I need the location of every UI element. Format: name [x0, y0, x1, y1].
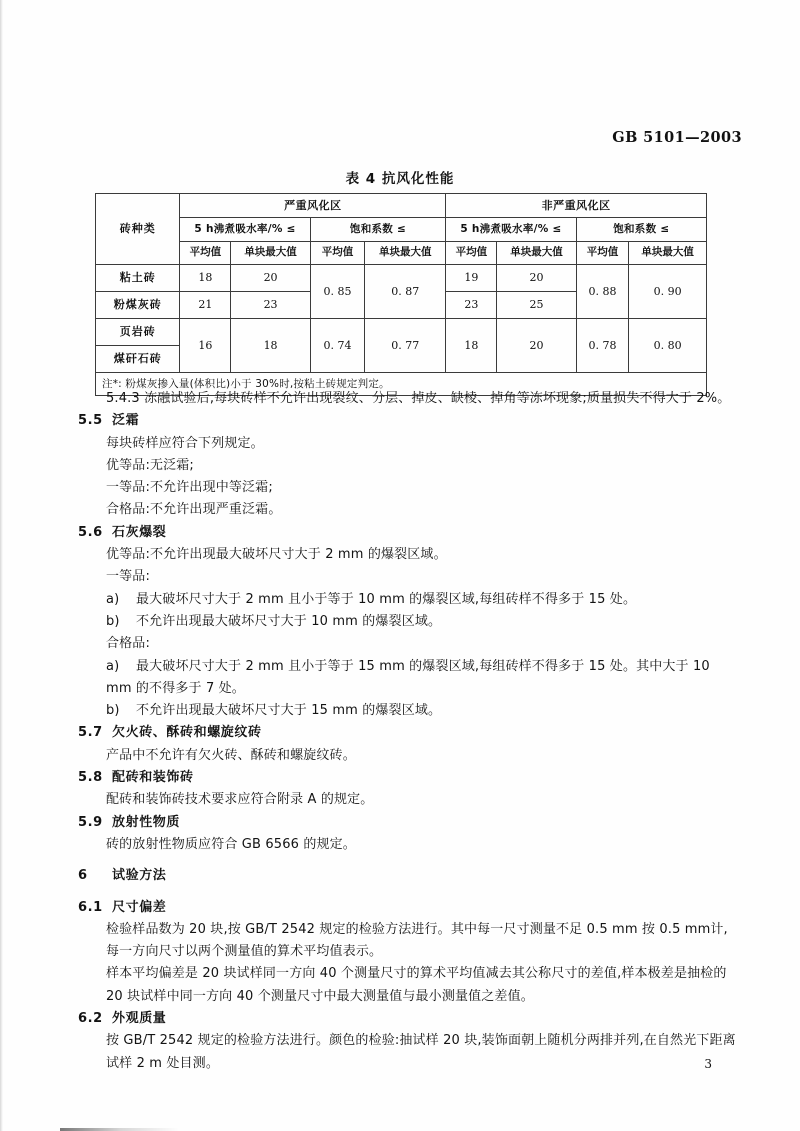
cell-severe-avg-clay: 18 [180, 265, 231, 292]
clause-5-6-first-grade-a [78, 589, 738, 611]
table-row [96, 319, 707, 346]
cell-nonsevere-max-group2: 20 [497, 319, 576, 373]
cell-severe-max-clay: 20 [231, 265, 310, 292]
cell-nonsevere-avg-group2: 18 [446, 319, 497, 373]
cell-severe-sat-max-group2: 0. 77 [365, 319, 446, 373]
clause-5-7: 产品中不允许有欠火砖、酥砖和螺旋纹砖。 [106, 747, 356, 763]
table-4 [95, 193, 707, 373]
cell-nonsevere-max-clay: 20 [497, 265, 576, 292]
cell-nonsevere-sat-max-group1: 0. 90 [629, 265, 707, 319]
heading-6-2 [78, 1008, 738, 1030]
heading-5-7-number: 5.7 [78, 725, 103, 741]
heading-6-1-number: 6.1 [78, 899, 103, 915]
header-zone-severe: 严重风化区 [180, 194, 446, 218]
heading-5-5-title: 泛霜 [112, 413, 140, 429]
list-marker-a: a) [106, 591, 120, 607]
cell-severe-sat-avg-group1: 0. 85 [310, 265, 365, 319]
heading-6 [78, 865, 738, 887]
clause-6-1-para-2: 样本平均偏差是 20 块试样同一方向 40 个测量尺寸的算术平均值减去其公称尺寸的差值,样本极差是抽检的 20 块试样中同一方向 40 个测量尺寸中最大测量值与最小测量值之差值。 [106, 966, 727, 1004]
cell-severe-avg-group2: 16 [180, 319, 231, 373]
weathering-resistance-table [95, 193, 707, 396]
heading-5-9-title: 放射性物质 [112, 814, 181, 830]
subheader-max-2: 单块最大值 [365, 242, 446, 265]
cell-kind-shale: 页岩砖 [96, 319, 180, 346]
subheader-avg-2: 平均值 [310, 242, 365, 265]
heading-5-6 [78, 522, 738, 544]
heading-6-2-title: 外观质量 [112, 1011, 167, 1027]
clause-5-5-lead: 每块砖样应符合下列规定。 [106, 435, 264, 451]
heading-6-1 [78, 897, 738, 919]
cell-kind-clay: 粘土砖 [96, 265, 180, 292]
clause-6-2: 按 GB/T 2542 规定的检验方法进行。颜色的检验:抽试样 20 块,装饰面朝上随机分两排并列,在自然光下距离试样 2 m 处目测。 [106, 1033, 736, 1071]
list-marker-b: b) [106, 613, 120, 629]
cell-nonsevere-avg-clay: 19 [446, 265, 497, 292]
heading-5-8-number: 5.8 [78, 770, 103, 786]
heading-5-7-title: 欠火砖、酥砖和螺旋纹砖 [112, 725, 262, 741]
cell-nonsevere-max-flyash: 25 [497, 292, 576, 319]
table-header-row-metrics [96, 218, 707, 242]
subheader-max-3: 单块最大值 [497, 242, 576, 265]
subheader-max-4: 单块最大值 [629, 242, 707, 265]
heading-5-6-number: 5.6 [78, 524, 103, 540]
cell-nonsevere-sat-avg-group2: 0. 78 [576, 319, 629, 373]
cell-nonsevere-sat-avg-group1: 0. 88 [576, 265, 629, 319]
clause-5-6-first-grade-a-text: 最大破坏尺寸大于 2 mm 且小于等于 10 mm 的爆裂区域,每组砖样不得多于 15 处。 [136, 591, 637, 607]
header-metric-nonsevere-absorption: 5 h沸煮吸水率/% ≤ [446, 218, 576, 242]
clause-6-1-para-1: 检验样品数为 20 块,按 GB/T 2542 规定的检验方法进行。其中每一尺寸测量不足 0.5 mm 按 0.5 mm计,每一方向尺寸以两个测量值的算术平均值表示。 [106, 921, 728, 960]
clause-5-5-excellent: 优等品:无泛霜; [106, 457, 194, 473]
heading-5-9 [78, 812, 738, 834]
clause-5-6-qualified-label: 合格品: [106, 636, 150, 652]
clause-5-6-first-grade-label: 一等品: [106, 569, 150, 585]
header-brick-kind: 砖种类 [96, 194, 180, 265]
heading-5-8 [78, 767, 738, 789]
section-spacer [78, 856, 738, 865]
clause-5-4-3: 5.4.3 冻融试验后,每块砖样不允许出现裂纹、分层、掉皮、缺棱、掉角等冻坏现象;质量损失不得大于 2%。 [106, 391, 731, 406]
heading-5-8-title: 配砖和装饰砖 [112, 770, 194, 786]
table-row [96, 265, 707, 292]
header-zone-nonsevere: 非严重风化区 [446, 194, 707, 218]
subheader-max-1: 单块最大值 [231, 242, 310, 265]
cell-severe-sat-avg-group2: 0. 74 [310, 319, 365, 373]
heading-6-2-number: 6.2 [78, 1011, 103, 1027]
subheader-avg-3: 平均值 [446, 242, 497, 265]
table-header-row-zones [96, 194, 707, 218]
section-spacer-2 [78, 888, 738, 897]
header-metric-nonsevere-saturation: 饱和系数 ≤ [576, 218, 706, 242]
header-metric-severe-saturation: 饱和系数 ≤ [310, 218, 446, 242]
clause-5-6-qualified-a-text: 最大破坏尺寸大于 2 mm 且小于等于 15 mm 的爆裂区域,每组砖样不得多于 15 处。其中大于 10 mm 的不得多于 7 处。 [106, 658, 710, 696]
document-body [78, 388, 738, 1075]
clause-5-8: 配砖和装饰砖技术要求应符合附录 A 的规定。 [106, 792, 374, 808]
heading-5-9-number: 5.9 [78, 814, 103, 830]
cell-severe-max-group2: 18 [231, 319, 310, 373]
header-metric-severe-absorption: 5 h沸煮吸水率/% ≤ [180, 218, 310, 242]
cell-severe-max-flyash: 23 [231, 292, 310, 319]
heading-5-7 [78, 722, 738, 744]
heading-6-number: 6 [78, 868, 88, 884]
clause-5-6-qualified-a [78, 656, 738, 701]
page-number: 3 [704, 1057, 712, 1071]
clause-5-6-excellent: 优等品:不允许出现最大破坏尺寸大于 2 mm 的爆裂区域。 [106, 547, 447, 563]
clause-5-6-first-grade-b-text: 不允许出现最大破坏尺寸大于 10 mm 的爆裂区域。 [136, 613, 442, 629]
cell-nonsevere-sat-max-group2: 0. 80 [629, 319, 707, 373]
clause-5-5-qualified: 合格品:不允许出现严重泛霜。 [106, 502, 282, 518]
clause-5-6-first-grade-b [78, 611, 738, 633]
clause-5-6-qualified-b-text: 不允许出现最大破坏尺寸大于 15 mm 的爆裂区域。 [136, 703, 442, 719]
cell-severe-sat-max-group1: 0. 87 [365, 265, 446, 319]
clause-5-6-qualified-b [78, 700, 738, 722]
clause-5-9: 砖的放射性物质应符合 GB 6566 的规定。 [106, 836, 356, 852]
cell-severe-avg-flyash: 21 [180, 292, 231, 319]
cell-kind-coalgangue: 煤矸石砖 [96, 346, 180, 373]
subheader-avg-4: 平均值 [576, 242, 629, 265]
table-caption: 表 4 抗风化性能 [345, 171, 455, 187]
heading-6-title: 试验方法 [112, 868, 167, 884]
standard-number-header: GB 5101—2003 [612, 129, 742, 146]
heading-6-1-title: 尺寸偏差 [112, 899, 167, 915]
heading-5-6-title: 石灰爆裂 [112, 524, 167, 540]
table-footnote: 注*: 粉煤灰掺入量(体积比)小于 30%时,按粘土砖规定判定。 [95, 373, 707, 396]
list-marker-a-2: a) [106, 658, 120, 674]
list-marker-b-2: b) [106, 703, 120, 719]
clause-5-5-first-grade: 一等品:不允许出现中等泛霜; [106, 480, 273, 496]
cell-kind-flyash: 粉煤灰砖 [96, 292, 180, 319]
heading-5-5-number: 5.5 [78, 413, 103, 429]
table-header-row-subheaders [96, 242, 707, 265]
cell-nonsevere-avg-flyash: 23 [446, 292, 497, 319]
subheader-avg-1: 平均值 [180, 242, 231, 265]
heading-5-5 [78, 410, 738, 432]
